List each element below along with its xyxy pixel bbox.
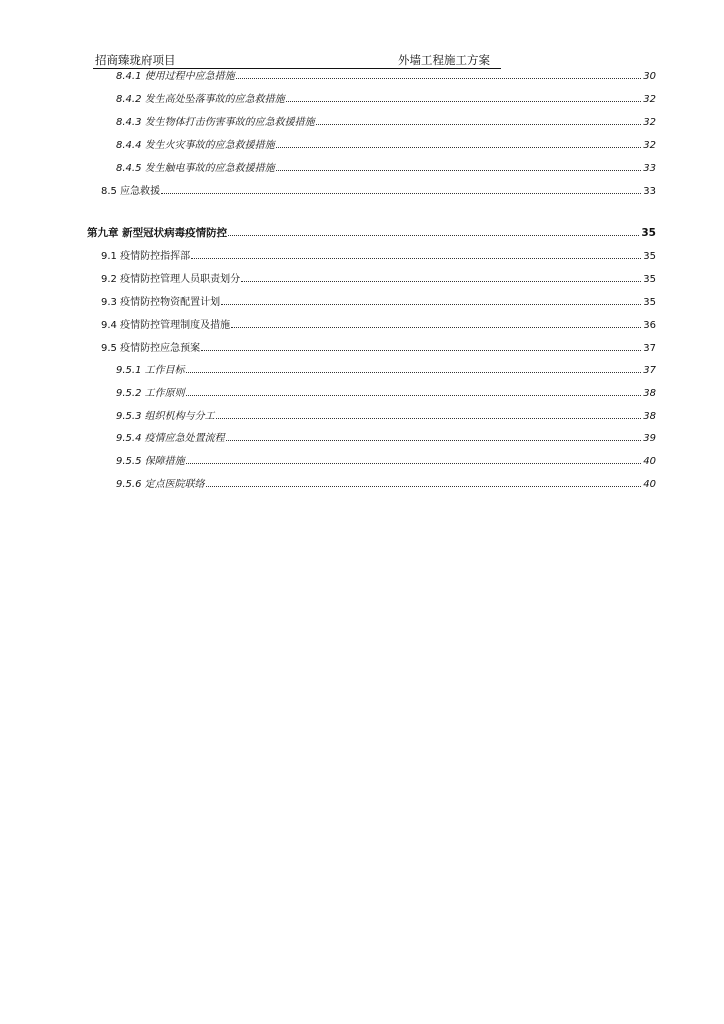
toc-entry-title: 9.5.2 工作原则 (116, 388, 185, 399)
toc-entry-page-number: 36 (643, 320, 656, 331)
toc-entry-title: 8.4.3 发生物体打击伤害事故的应急救援措施 (116, 117, 315, 128)
toc-entry-title: 9.1 疫情防控指挥部 (101, 251, 191, 262)
toc-entry-title: 8.5 应急救援 (101, 186, 161, 197)
toc-dot-leader (241, 280, 641, 282)
toc-dot-leader (316, 123, 642, 125)
toc-entry[interactable] (116, 455, 656, 471)
toc-entry[interactable] (116, 70, 656, 86)
toc-entry-page-number: 35 (643, 297, 656, 308)
header-document-title: 外墙工程施工方案 (398, 53, 490, 67)
toc-entry-title: 8.4.5 发生触电事故的应急救援措施 (116, 163, 275, 174)
toc-entry-page-number: 35 (643, 274, 656, 285)
toc-entry-title: 第九章 新型冠状病毒疫情防控 (87, 227, 228, 239)
toc-dot-leader (216, 417, 642, 419)
toc-entry-title: 9.5.3 组织机构与分工 (116, 411, 215, 422)
toc-entry-page-number: 32 (643, 94, 656, 105)
toc-dot-leader (201, 349, 641, 351)
toc-entry-title: 9.2 疫情防控管理人员职责划分 (101, 274, 241, 285)
toc-dot-leader (231, 326, 641, 328)
toc-dot-leader (276, 169, 642, 171)
toc-entry-title: 8.4.1 使用过程中应急措施 (116, 71, 235, 82)
toc-entry-page-number: 39 (643, 433, 656, 444)
toc-entry[interactable] (101, 319, 656, 335)
toc-entry[interactable] (101, 250, 656, 266)
toc-dot-leader (161, 192, 641, 194)
page-header (93, 52, 501, 69)
toc-dot-leader (276, 146, 642, 148)
toc-dot-leader (221, 303, 641, 305)
toc-dot-leader (186, 394, 642, 396)
toc-entry[interactable] (116, 387, 656, 403)
toc-entry-page-number: 33 (643, 186, 656, 197)
toc-entry[interactable] (116, 410, 656, 426)
toc-entry-title: 9.4 疫情防控管理制度及措施 (101, 320, 231, 331)
toc-entry[interactable] (116, 478, 656, 494)
toc-dot-leader (236, 77, 642, 79)
toc-entry-page-number: 32 (643, 117, 656, 128)
toc-entry-title: 8.4.2 发生高处坠落事故的应急救措施 (116, 94, 285, 105)
toc-dot-leader (286, 100, 642, 102)
toc-entry-title: 9.3 疫情防控物资配置计划 (101, 297, 221, 308)
header-project-name: 招商臻珑府项目 (95, 53, 176, 67)
toc-entry-page-number: 37 (643, 343, 656, 354)
toc-dot-leader (191, 257, 641, 259)
toc-entry-title: 9.5.4 疫情应急处置流程 (116, 433, 225, 444)
toc-entry[interactable] (116, 93, 656, 109)
toc-entry-page-number: 33 (643, 163, 656, 174)
toc-entry-page-number: 32 (643, 140, 656, 151)
toc-entry[interactable] (116, 116, 656, 132)
toc-entry-page-number: 35 (641, 227, 656, 239)
toc-entry[interactable] (87, 226, 656, 242)
toc-entry-page-number: 40 (643, 479, 656, 490)
toc-dot-leader (226, 439, 642, 441)
toc-entry-title: 9.5.5 保障措施 (116, 456, 185, 467)
toc-entry-page-number: 40 (643, 456, 656, 467)
toc-entry[interactable] (116, 162, 656, 178)
toc-entry[interactable] (116, 364, 656, 380)
toc-entry[interactable] (101, 342, 656, 358)
toc-entry[interactable] (101, 296, 656, 312)
toc-entry-title: 8.4.4 发生火灾事故的应急救援措施 (116, 140, 275, 151)
toc-dot-leader (228, 234, 639, 236)
toc-entry[interactable] (116, 139, 656, 155)
toc-entry-title: 9.5.1 工作目标 (116, 365, 185, 376)
toc-dot-leader (186, 462, 642, 464)
toc-entry[interactable] (101, 185, 656, 201)
toc-entry-page-number: 38 (643, 411, 656, 422)
toc-entry-page-number: 30 (643, 71, 656, 82)
toc-entry[interactable] (116, 432, 656, 448)
toc-entry-page-number: 38 (643, 388, 656, 399)
toc-entry[interactable] (101, 273, 656, 289)
toc-entry-title: 9.5.6 定点医院联络 (116, 479, 205, 490)
toc-entry-page-number: 37 (643, 365, 656, 376)
toc-dot-leader (186, 371, 642, 373)
toc-entry-title: 9.5 疫情防控应急预案 (101, 343, 201, 354)
toc-dot-leader (206, 485, 642, 487)
toc-entry-page-number: 35 (643, 251, 656, 262)
